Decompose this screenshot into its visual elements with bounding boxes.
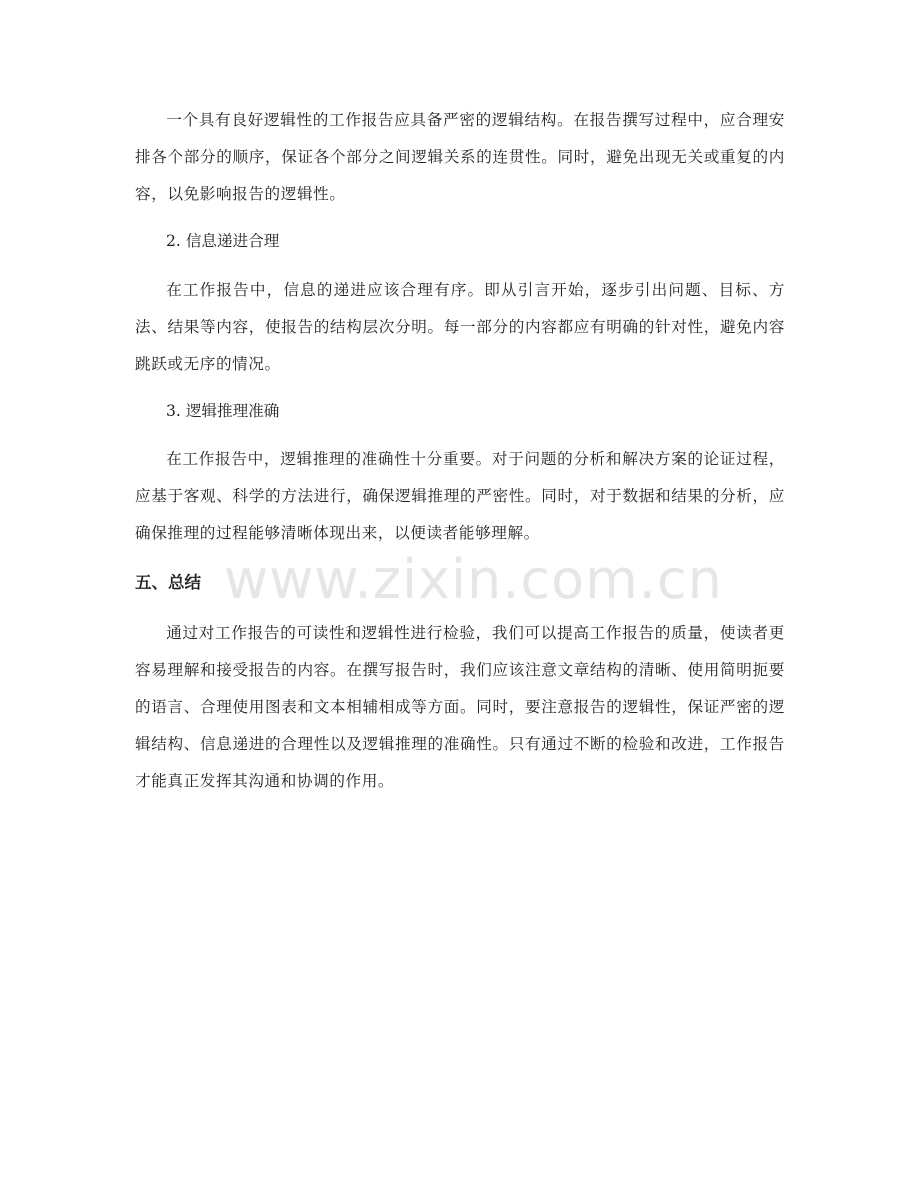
watermark: www.zixin.com.cn xyxy=(224,548,723,611)
paragraph-logical-reasoning: 在工作报告中，逻辑推理的准确性十分重要。对于问题的分析和解决方案的论证过程，应基于客观、科学的方法进行，确保逻辑推理的严密性。同时，对于数据和结果的分析，应确保推理的过程能够清晰体现出来，以便读者能够理解。 xyxy=(135,450,785,542)
paragraph-logical-structure: 一个具有良好逻辑性的工作报告应具备严密的逻辑结构。在报告撰写过程中，应合理安排各个部分的顺序，保证各个部分之间逻辑关系的连贯性。同时，避免出现无关或重复的内容，以免影响报告的逻辑性。 xyxy=(135,111,785,203)
paragraph-info-progression: 在工作报告中，信息的递进应该合理有序。即从引言开始，逐步引出问题、目标、方法、结果等内容，使报告的结构层次分明。每一部分的内容都应有明确的针对性，避免内容跳跃或无序的情况。 xyxy=(135,281,785,373)
paragraph-summary: 通过对工作报告的可读性和逻辑性进行检验，我们可以提高工作报告的质量，使读者更容易理解和接受报告的内容。在撰写报告时，我们应该注意文章结构的清晰、使用简明扼要的语言、合理使用图表和文本相辅相成等方面。同时，要注意报告的逻辑性，保证严密的逻辑结构、信息递进的合理性以及逻辑推理的准确性。只有通过不断的检验和改进，工作报告才能真正发挥其沟通和协调的作用。 xyxy=(135,624,785,790)
subheading-logical-reasoning: 3. 逻辑推理准确 xyxy=(166,402,280,420)
section-title-summary: 五、总结 xyxy=(135,573,201,592)
subheading-info-progression: 2. 信息递进合理 xyxy=(166,232,280,250)
